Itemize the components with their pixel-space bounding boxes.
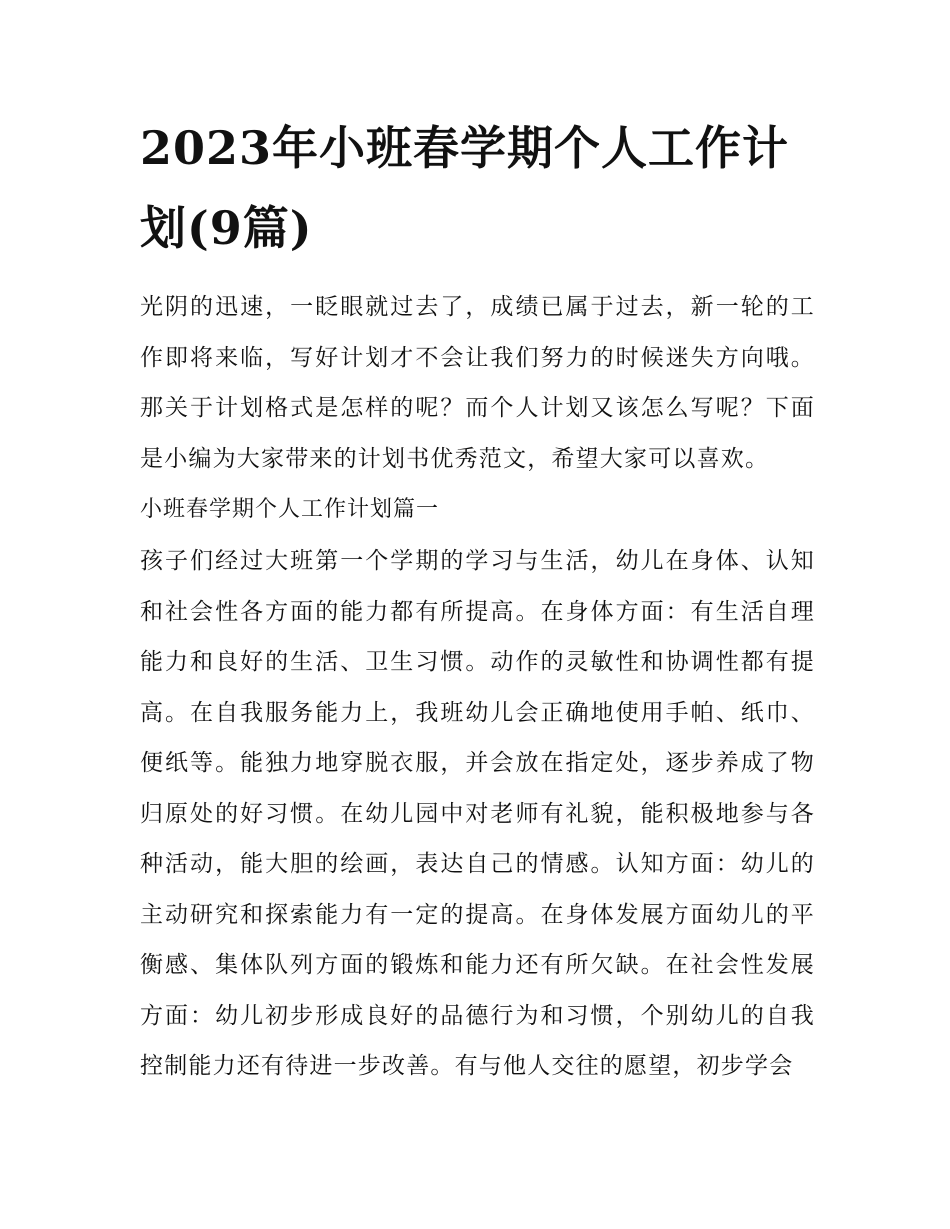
section-paragraph: 孩子们经过大班第一个学期的学习与生活，幼儿在身体、认知和社会性各方面的能力都有所提高。在身体方面：有生活自理能力和良好的生活、卫生习惯。动作的灵敏性和协调性都有提高。在自我服务能力上，我班幼儿会正确地使用手帕、纸巾、便纸等。能独力地穿脱衣服，并会放在指定处，逐步养成了物归原处的好习惯。在幼儿园中对老师有礼貌，能积极地参与各种活动，能大胆的绘画，表达自己的情感。认知方面：幼儿的主动研究和探索能力有一定的提高。在身体发展方面幼儿的平衡感、集体队列方面的锻炼和能力还有所欠缺。在社会性发展方面：幼儿初步形成良好的品德行为和习惯，个别幼儿的自我控制能力还有待进一步改善。有与他人交往的愿望，初步学会 — [140, 548, 815, 1079]
document-body — [140, 282, 815, 1092]
intro-paragraph: 光阴的迅速，一眨眼就过去了，成绩已属于过去，新一轮的工作即将来临，写好计划才不会让我们努力的时候迷失方向哦。那关于计划格式是怎样的呢？而个人计划又该怎么写呢？下面是小编为大家带来的计划书优秀范文，希望大家可以喜欢。 — [140, 294, 815, 472]
document-page — [140, 108, 815, 1092]
document-title: 2023年小班春学期个人工作计划(9篇) — [140, 121, 790, 255]
section-heading: 小班春学期个人工作计划篇一 — [140, 497, 440, 522]
